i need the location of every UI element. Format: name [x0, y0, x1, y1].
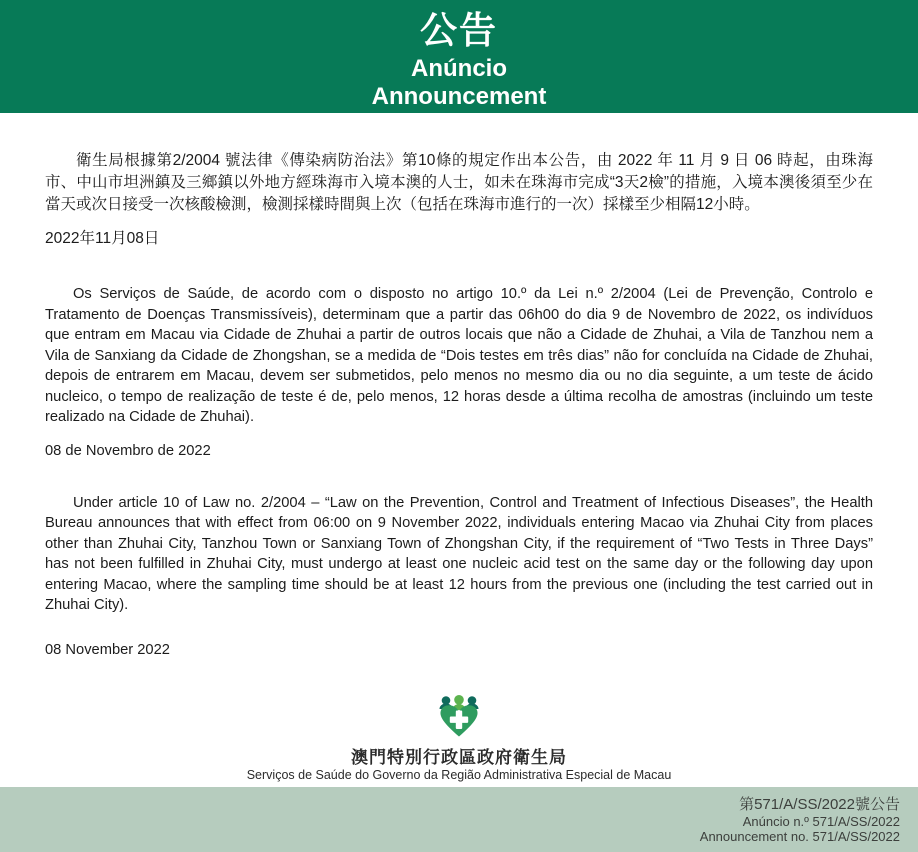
announcement-number-footer — [0, 787, 918, 852]
paragraph-english: Under article 10 of Law no. 2/2004 – “Law on the Prevention, Control and Treatment of Infectious Diseases”, the Health Bureau announces that with effect from 06:00 on 9 November 2022, individuals entering Macao via Zhuhai City from places other than Zhuhai City, Tanzhou Town or Sanxiang Town of Zhongshan City, if the requirement of “Two Tests in Three Days” has not been fulfilled in Zhuhai City, must undergo at least one nucleic acid test on the same day or the following day upon entering Macao, where the sampling time should be at least 12 hours from the previous one (including the test carried out in Zhuhai City). — [45, 494, 873, 613]
issuer-brand-block — [0, 695, 918, 787]
date-chinese: 2022年11月08日 — [45, 230, 160, 247]
org-name-portuguese: Serviços de Saúde do Governo da Região Administrativa Especial de Macau — [246, 768, 672, 782]
paragraph-chinese: 衛生局根據第2/2004 號法律《傳染病防治法》第10條的規定作出本公告，由 2022 年 11 月 9 日 06 時起，由珠海市、中山市坦洲鎮及三鄉鎮以外地方經珠海市入境本澳的人士，如未在珠海市完成“3天2檢”的措施，入境本澳後須至少在當天或次日接受一次核酸檢測，檢測採樣時間與上次（包括在珠海市進行的一次）採樣至少相隔12小時。 — [45, 152, 873, 213]
announcement-ref-en: Announcement no. 571/A/SS/2022 — [699, 829, 900, 844]
page-title-zh: 公告 — [420, 10, 498, 51]
title-banner — [0, 0, 918, 113]
date-english: 08 November 2022 — [45, 641, 170, 658]
org-name-chinese: 澳門特別行政區政府衛生局 — [351, 748, 567, 767]
announcement-ref-zh: 第571/A/SS/2022號公告 — [739, 796, 900, 813]
announcement-ref-pt: Anúncio n.º 571/A/SS/2022 — [742, 814, 900, 829]
health-bureau-heart-cross-logo-icon — [433, 695, 485, 748]
document-body — [0, 113, 918, 695]
page-title-pt: Anúncio — [411, 55, 507, 82]
page-title-en: Announcement — [371, 83, 547, 110]
date-portuguese: 08 de Novembro de 2022 — [45, 442, 211, 459]
paragraph-portuguese: Os Serviços de Saúde, de acordo com o disposto no artigo 10.º da Lei n.º 2/2004 (Lei de Prevenção, Controlo e Tratamento de Doenças Transmissíveis), determinam que a partir das 06h00 do dia 9 de Novembro de 2022, os indivíduos que entram em Macau via Cidade de Zhuhai a partir de outros locais que não a Cidade de Zhuhai, a Vila de Tanzhou nem a Vila de Sanxiang da Cidade de Zhongshan, se a medida de “Dois testes em três dias” não for concluída na Cidade de Zhuhai, depois de entrarem em Macau, devem ser submetidos, pelo menos no mesmo dia ou no dia seguinte, a um teste de ácido nucleico, o tempo de realização de teste é de, pelo menos, 12 horas desde a última recolha de amostras (incluindo um teste realizado na Cidade de Zhuhai). — [45, 286, 873, 425]
